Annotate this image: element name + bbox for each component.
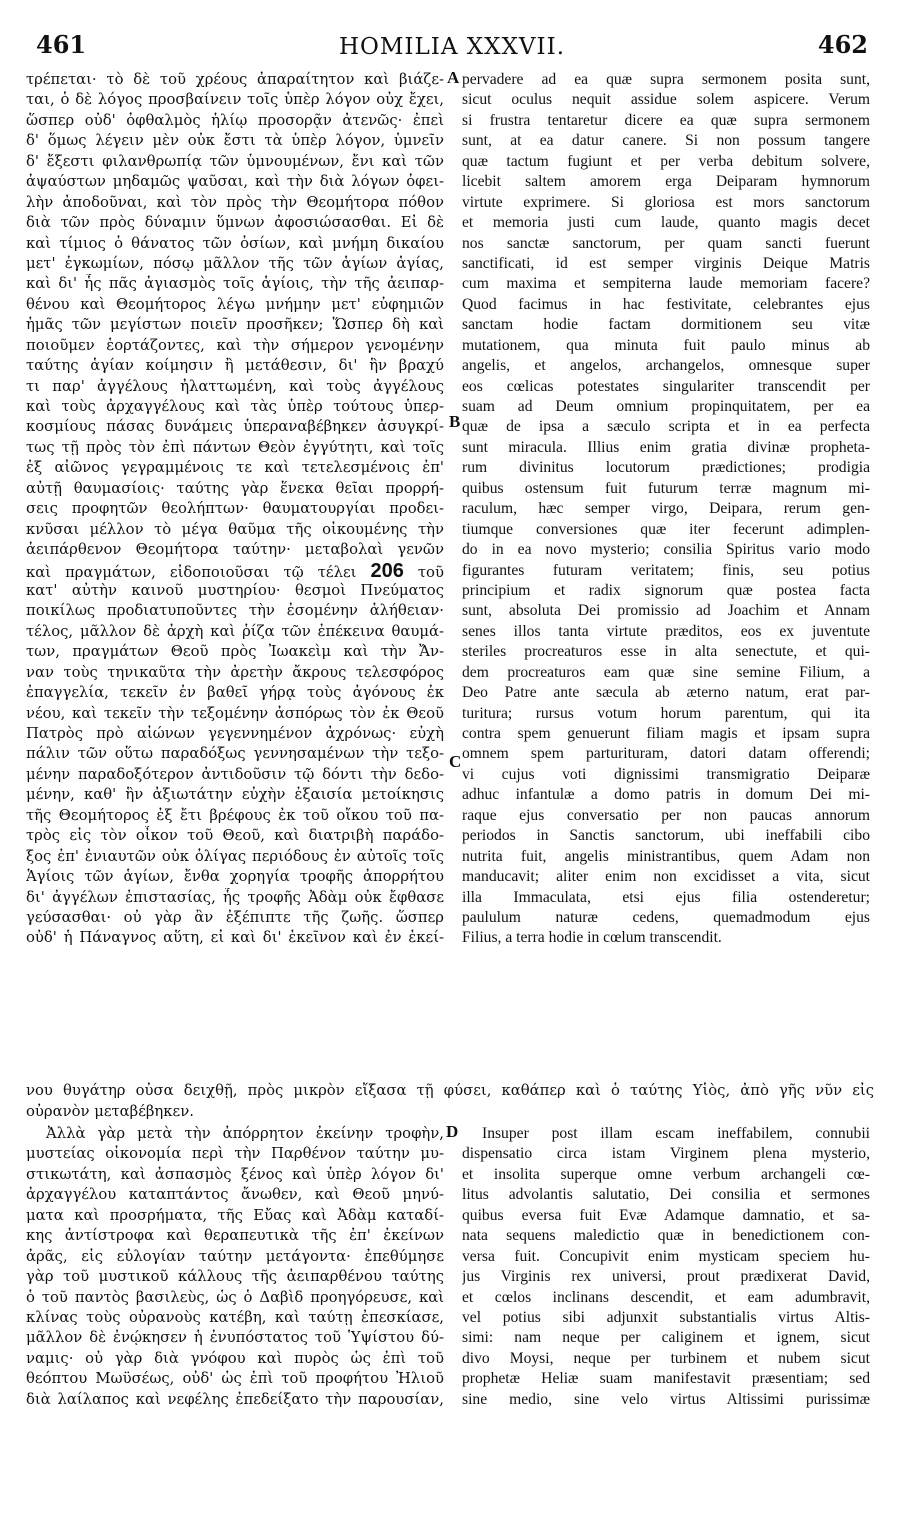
text-line: σεις προφητῶν θεολήπτων· θαυματουργίαι προδει- xyxy=(26,500,444,518)
section-marker-c: C xyxy=(449,752,462,771)
text-line: angelis, et angelos, archangelos, omnesque super xyxy=(462,357,870,375)
text-line: διὰ λαίλαπος καὶ νεφέλης ἐπεδείξατο τὴν παρουσίαν, xyxy=(26,1390,444,1408)
text-line: manducavit; aliter enim non excidisset a vita, sicut xyxy=(462,868,870,886)
text-line: steriles procreaturos esse in alta senectute, et qui- xyxy=(462,643,870,661)
text-line: θεόπτου Μωϋσέως, οὐδ' ὡς ἐπὶ τοῦ προφήτου Ἠλιοῦ xyxy=(26,1370,444,1388)
text-line: ὥσπερ οὐδ' ὀφθαλμὸς ἡλίῳ προσορᾷν ἀτενῶς· ἐπεὶ xyxy=(26,111,444,129)
text-line: οὐδ' ἡ Πάναγνος αὕτη, εἰ καὶ δι' ἐκεῖνον καὶ ἐν ἐκεί- xyxy=(26,929,444,947)
text-line: μυστείας οἰκονομία περὶ τὴν Παρθένον ταύτην μυ- xyxy=(26,1145,444,1163)
text-line: turitura; rursus votum horum parentum, qui ita xyxy=(462,704,870,722)
text-line: νέου, καὶ τεκεῖν τὴν τεξομένην ἀσπόρως τὸν ἐκ Θεοῦ xyxy=(26,704,444,722)
text-fragment: καὶ πραγμάτων, εἰδοποιοῦσαι τῷ τέλει xyxy=(26,563,357,581)
text-line: rum divinitus locutorum prædictiones; prodigia xyxy=(462,459,870,477)
text-line: δ' ὅμως λέγειν μὲν οὐκ ἔστι τὰ ὑπὲρ λόγον, ὑμνεῖν xyxy=(26,132,444,150)
text-line: καὶ τοὺς ἀρχαγγέλους καὶ τὰς ὑπὲρ τούτους ὑπερ- xyxy=(26,398,444,415)
text-fragment: τοῦ xyxy=(417,563,444,581)
text-line: τως τῇ πρὸς τὸν ἐπὶ πάντων Θεὸν ἐγγύτητι, καὶ τοῖς xyxy=(26,438,444,456)
text-line: ναν τοὺς τηνικαῦτα τὴν ἀρετὴν ἄκρους τελεσφόρος xyxy=(26,663,444,681)
text-line: cum maxima et sempiterna laude memoriam facere? xyxy=(462,275,870,293)
text-line: ὁ τοῦ παντὸς βασιλεὺς, ὡς ὁ Δαβὶδ προηγόρευσε, καὶ xyxy=(26,1288,444,1306)
text-line: μᾶλλον δὲ ἐνῴκησεν ἡ ἐνυπόστατος τοῦ Ὑψίστου δύ- xyxy=(26,1329,444,1347)
text-line: τι παρ' ἀγγέλους ἠλαττωμένη, καὶ τοὺς ἀγγέλους xyxy=(26,377,444,395)
greek-column-top xyxy=(26,70,444,949)
text-line: τρέπεται· τὸ δὲ τοῦ χρέους ἀπαραίτητον καὶ βιάζε- xyxy=(26,71,444,88)
text-line: sunt, at ea datur canere. Si non possum tangere xyxy=(462,132,870,150)
text-line: virtute exprimere. Si gloriosa est mors sanctorum xyxy=(462,193,870,211)
text-line: eos cœlicas potestates singulariter transcendit per xyxy=(462,377,870,395)
text-line: sine medio, sine velo virtus Altissimi purissimæ xyxy=(462,1390,870,1408)
text-line: διὰ τῶν πρὸς δύναμιν ὕμνων ἀφοσιώσασθαι. Εἰ δὲ xyxy=(26,214,444,232)
text-line: κατ' αὐτὴν καινοῦ μυστηρίου· θεσμοὶ Πνεύματος xyxy=(26,581,444,599)
text-line: raque ejus conversatio per non paucas annorum xyxy=(462,806,870,824)
text-line: quibus eversa fuit Evæ Adamque damnatio, et sa- xyxy=(462,1206,870,1224)
text-line: licebit saltem amorem erga Deiparam hymnorum xyxy=(462,173,870,191)
text-line: quibus ostensum fuit futurum terræ magnum mi- xyxy=(462,479,870,497)
text-line: nutrita fuit, angelis ministrantibus, quem Adam non xyxy=(462,847,870,865)
text-line: μένην παραδοξότερον ἀντιδοῦσιν τῷ δόντι τὴν δεδο- xyxy=(26,765,444,783)
text-line: ναμις· οὐ γὰρ διὰ γνόφου καὶ πυρὸς ὡς ἐπὶ τοῦ xyxy=(26,1349,444,1367)
text-line: καὶ τίμιος ὁ θάνατος τῶν ὁσίων, καὶ μνήμη δικαίου xyxy=(26,234,444,252)
text-line: simi: nam neque per caliginem et ignem, sicut xyxy=(462,1329,870,1347)
text-line: vel potius sibi adjunxit substantialis virtus Altis- xyxy=(462,1308,870,1326)
text-line: ἐξ αἰῶνος γεγραμμένοις τε καὶ τετελεσμένοις ἐπ' xyxy=(26,459,444,477)
text-line: ἐπαγγελία, τεκεῖν ἐν βαθεῖ γήρᾳ τοὺς ἀγόνους ἐκ xyxy=(26,684,444,702)
text-line: periodos in Sanctis sanctorum, ubi ineffabili cibo xyxy=(462,827,870,845)
text-line: Πατρὸς πρὸ αἰώνων γεγεννημένον ἀχρόνως· εὐχὴ xyxy=(26,725,444,742)
text-line: quæ de ipsa a sæculo scripta et in ea perfecta xyxy=(462,418,870,436)
text-line: litus advolantis salutatio, Dei consilia et sermones xyxy=(462,1186,870,1204)
text-line: δι' ἀγγέλων ἐπιστασίας, ἧς τροφῆς Ἀδὰμ οὐκ ἔφθασε xyxy=(26,888,444,906)
text-line: sunt, absoluta Dei promissio ad Joachim et Annam xyxy=(462,602,870,620)
text-line: contra spem genuerunt filiam magis et ipsam supra xyxy=(462,725,870,742)
text-line: sunt miracula. Illius enim gratia divinæ propheta- xyxy=(462,438,870,456)
page-number-right: 462 xyxy=(817,30,868,59)
text-line: do in ea novo mysterio; consilia Spiritus vario modo xyxy=(462,541,870,559)
section-marker-d: D xyxy=(446,1122,459,1141)
text-line: illa Immaculata, etsi ejus filia ostenderetur; xyxy=(462,888,870,906)
text-line: sanctam hodie factam dormitionem seu vitæ xyxy=(462,316,870,334)
text-line: δ' ἔξεστι φιλανθρωπίᾳ τῶν ὑμνουμένων, ἔνι καὶ τῶν xyxy=(26,152,444,170)
text-line: dem procreaturos eam quæ sine semine Filium, a xyxy=(462,663,870,681)
running-header xyxy=(0,14,904,58)
text-line: κνῦσαι μέλλον τὸ μέγα θαῦμα τῆς οἰκουμένης τὴν xyxy=(26,520,444,538)
page-break-number: 206 xyxy=(370,560,404,581)
text-line: senes illos tanta virtute præditos, eos ex juventute xyxy=(462,622,870,640)
greek-column-bottom xyxy=(26,1124,444,1410)
text-line: prophetæ Heliæ suam manifestavit præsentiam; sed xyxy=(462,1370,870,1388)
latin-column-bottom xyxy=(462,1124,870,1410)
text-line: quæ tactum fugiunt et per verba debitum solvere, xyxy=(462,152,870,170)
text-line: οὐρανὸν μεταβέβηκεν. xyxy=(26,1103,194,1120)
text-line: et memoria justi cum laude, quanto magis decet xyxy=(462,214,870,232)
section-marker-a: A xyxy=(447,68,460,87)
text-line: tiumque conversiones quæ iter fecerunt adimplen- xyxy=(462,520,870,538)
full-width-line: νου θυγάτηρ οὖσα δειχθῇ, πρὸς μικρὸν εἴξασα τῇ φύσει, καθάπερ καὶ ὁ ταύτης Υἱὸς, ἀπὸ γῆς νῦν εἰς xyxy=(26,1082,874,1099)
text-line: pervadere ad ea quæ supra sermonem posita sunt, xyxy=(462,71,870,88)
text-line: et insolita superque omne verbum archangeli cœ- xyxy=(462,1165,870,1183)
text-line: Ἁγίοις τῶν ἁγίων, ἔνθα χορηγία τροφῆς ἀπορρήτου xyxy=(26,868,444,886)
text-line: κης ἀντίστροφα καὶ θεραπευτικὰ τῆς ἐπ' ἐκείνων xyxy=(26,1227,444,1245)
text-line: ἀρχαγγέλου καταπτάντος ἄνωθεν, καὶ Θεοῦ μηνύ- xyxy=(26,1186,444,1204)
text-line: versa fuit. Concupivit enim mysticam speciem hu- xyxy=(462,1247,870,1265)
running-title: HOMILIA XXXVII. xyxy=(338,34,566,60)
text-line: θένου καὶ Θεομήτορος λέγω μνήμην μετ' εὐφημιῶν xyxy=(26,295,444,313)
text-line: divo Moysi, neque per turbinem et nubem sicut xyxy=(462,1349,870,1367)
text-line: ἡμᾶς τῶν μεγίστων ποιεῖν προσῆκεν; Ὥσπερ δὴ καὶ xyxy=(26,316,444,334)
text-line: ἀρᾶς, εἰς εὐλογίαν ταύτην μετάγοντα· ἐπεθύμησε xyxy=(26,1247,444,1265)
text-line: λὴν ἀποδοῦναι, καὶ τὸν πρὸς τὴν Θεομήτορα πόθον xyxy=(26,193,444,211)
text-line: adhuc infantulæ a domo patris in domum Dei mi- xyxy=(462,786,870,804)
section-marker-b: B xyxy=(449,412,461,431)
text-line: ταύτης ἁγίαν κοίμησιν ἢ μετάθεσιν, δι' ἣν βραχύ xyxy=(26,357,444,375)
text-line: nata sequens maledictio quæ in benedictionem con- xyxy=(462,1227,870,1245)
text-line: et cœlos inclinans descendit, et eam adumbravit, xyxy=(462,1288,870,1306)
text-line: mutationem, qua minuta fuit paulo minus ab xyxy=(462,336,870,354)
text-line: τέλος, μᾶλλον δὲ ἀρχὴ καὶ ῥίζα τῶν ἐπέκεινα θαυμά- xyxy=(26,622,444,640)
text-line: ποικίλως προδιατυποῦντες τὴν ἐσομένην ἀλήθειαν· xyxy=(26,602,444,620)
text-line xyxy=(26,561,444,581)
page-number-left: 461 xyxy=(36,30,87,59)
text-line: τρὸς εἰς τὸν οἶκον τοῦ Θεοῦ, καὶ διατριβὴ παράδο- xyxy=(26,827,444,845)
greek-wide-end xyxy=(26,1102,444,1122)
latin-column-top xyxy=(462,70,870,949)
text-line: paululum naturæ cedens, quemadmodum ejus xyxy=(462,908,870,926)
text-line: sicut oculus nequit assidue solem aspicere. Verum xyxy=(462,91,870,109)
text-line: πάλιν τῶν οὕτω παραδόξως γεννησαμένων τὴν τεξο- xyxy=(26,745,444,763)
text-line: dispensatio circa istam Virginem plena mysterio, xyxy=(462,1145,870,1163)
text-line: ματα καὶ προσρήματα, τῆς Εὔας καὶ Ἀδὰμ καταδί- xyxy=(26,1206,444,1224)
text-line: ποιοῦμεν ἑορτάζοντες, καὶ τὴν σήμερον γενομένην xyxy=(26,336,444,354)
text-line: τῆς Θεομήτορος ἐξ ἔτι βρέφους ἐκ τοῦ οἴκου τοῦ πα- xyxy=(26,806,444,824)
text-line: ξος ἐπ' ἐνιαυτῶν οὐκ ὀλίγας περιόδους ἐν αὐτοῖς τοῖς xyxy=(26,847,444,865)
text-line: principium et radix signorum quæ postea facta xyxy=(462,581,870,599)
text-line: γεύσασθαι· οὐ γὰρ ἂν ἐξέπιπτε τῆς ζωῆς. ὥσπερ xyxy=(26,908,444,926)
text-line: των, πραγμάτων Θεοῦ πρὸς Ἰωακεὶμ καὶ τὴν Ἄν- xyxy=(26,643,444,661)
text-line: Insuper post illam escam ineffabilem, connubii xyxy=(482,1125,870,1142)
text-line: omnem spem parturituram, datori datam offerendi; xyxy=(462,745,870,763)
text-line: γὰρ τοῦ μυστικοῦ κάλλους τῆς ἀειπαρθένου ταύτης xyxy=(26,1268,444,1286)
text-line: sanctificati, id est semper virginis Deique Matris xyxy=(462,254,870,272)
text-line: suam ad Deum omnium propinquitatem, per ea xyxy=(462,398,870,415)
text-line: jus Virginis rex universi, prout prædixerat David, xyxy=(462,1268,870,1286)
text-line: ται, ὁ δὲ λόγος προσβαίνειν τοῖς ὑπὲρ λόγον οὐχ ἔχει, xyxy=(26,91,444,109)
text-line: Filius, a terra hodie in cœlum transcendit. xyxy=(462,929,722,947)
text-line: Deo Patre ante sæcula ab æterno natum, erat par- xyxy=(462,684,870,702)
text-line: ἀψαύστων μηδαμῶς ψαῦσαι, καὶ τὴν διὰ λόγων ὀφει- xyxy=(26,173,444,191)
text-line: μετ' ἐγκωμίων, πόσῳ μᾶλλον τῆς τῶν ἁγίων ἁγίας, xyxy=(26,254,444,272)
text-line: nos sanctæ sanctorum, per quam sancti fuerunt xyxy=(462,234,870,252)
text-line: κοσμίους πάσας δυνάμεις ὑπεραναβέβηκεν ἀσυγκρί- xyxy=(26,418,444,436)
text-line: αὐτῇ θαυμασίοις· ταύτης γὰρ ἕνεκα θεῖαι προρρή- xyxy=(26,479,444,497)
text-line: καὶ δι' ἧς πᾶς ἁγιασμὸς τοῖς ἁγίοις, τὴν τῆς ἀειπαρ- xyxy=(26,275,444,293)
text-line: Ἀλλὰ γὰρ μετὰ τὴν ἀπόρρητον ἐκείνην τροφὴν, xyxy=(46,1125,444,1142)
text-line: στικωτάτη, καὶ ἀσπασμὸς ξένος καὶ ὑπὲρ λόγον δι' xyxy=(26,1165,444,1183)
text-line: κλίνας τοὺς οὐρανοὺς κατέβη, καὶ ταύτῃ ἐπεσκίασε, xyxy=(26,1308,444,1326)
text-line: figurantes futuram veritatem; finis, seu potius xyxy=(462,561,870,579)
text-line: vi cujus voti dignissimi transmigratio Deiparæ xyxy=(462,765,870,783)
text-line: si frustra tentaretur dicere ea quæ supra sermonem xyxy=(462,111,870,129)
text-line: ἀειπάρθενον Θεομήτορα ταύτην· μεταβολαὶ γενῶν xyxy=(26,541,444,559)
text-line: raculum, hæc semper virgo, Deipara, rerum gen- xyxy=(462,500,870,518)
text-line: μένην, καθ' ἣν ἀξιωτάτην εὐχὴν ἐξαισία μετοίκησις xyxy=(26,786,444,804)
text-line: Quod facimus in hac festivitate, celebrantes ejus xyxy=(462,295,870,313)
